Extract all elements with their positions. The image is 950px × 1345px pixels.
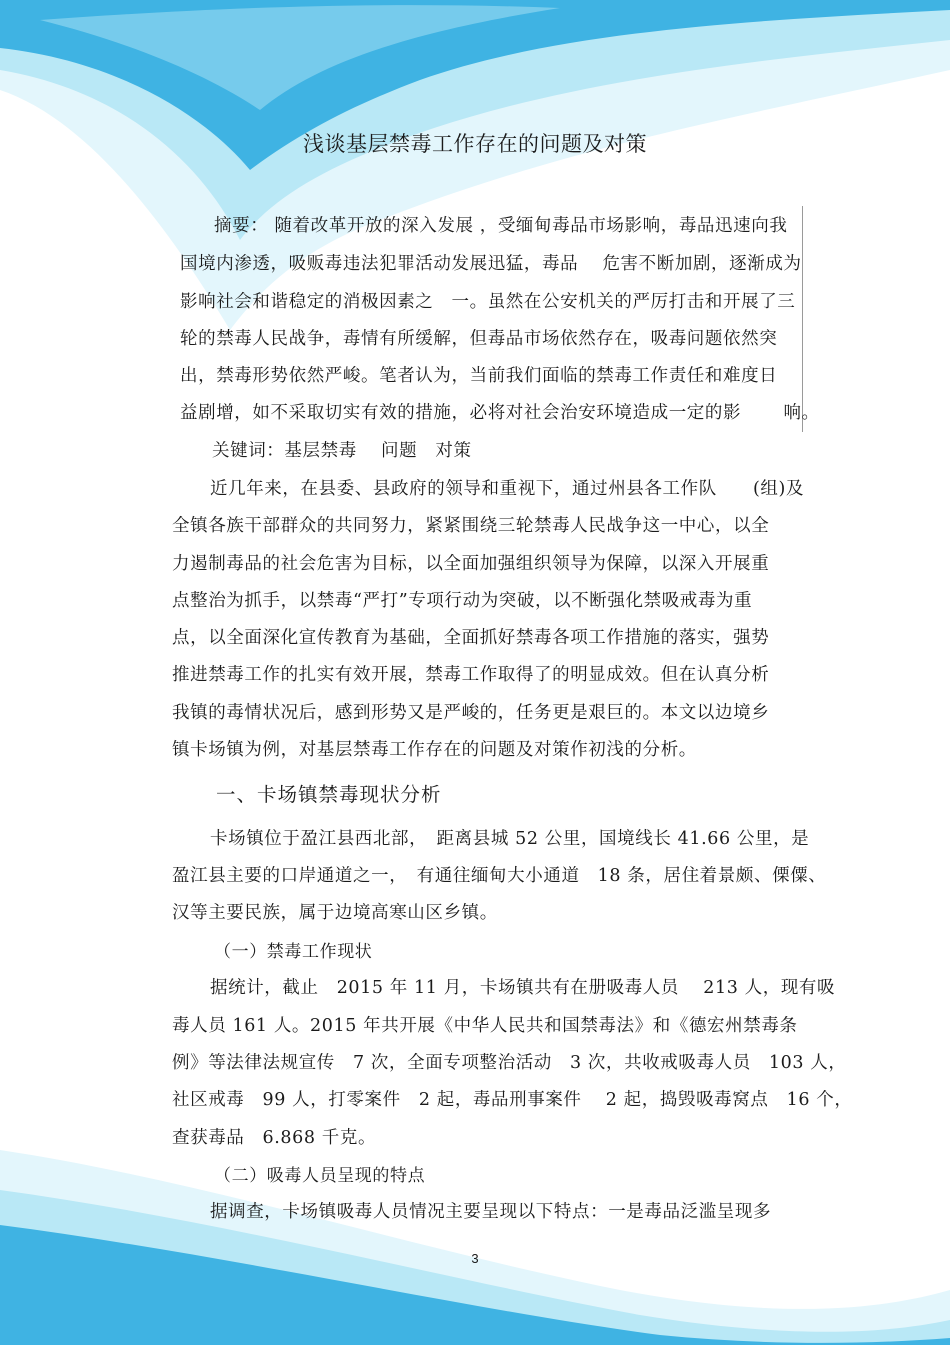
section-line: 卡场镇位于盈江县西北部， 距离县城 52 公里，国境线长 41.66 公里，是: [210, 829, 810, 849]
subsection-line: 毒人员 161 人。2015 年共开展《中华人民共和国禁毒法》和《德宏州禁毒条: [172, 1016, 798, 1036]
page-number: 3: [471, 1251, 479, 1266]
subsection-heading: （二）吸毒人员呈现的特点: [214, 1166, 426, 1186]
section-line: 汉等主要民族，属于边境高寒山区乡镇。: [172, 903, 498, 923]
intro-line: 我镇的毒情状况后，感到形势又是严峻的，任务更是艰巨的。本文以边境乡: [172, 703, 770, 723]
intro-line: 推进禁毒工作的扎实有效开展，禁毒工作取得了的明显成效。但在认真分析: [172, 665, 770, 685]
abstract-line: 轮的禁毒人民战争，毒情有所缓解，但毒品市场依然存在，吸毒问题依然突: [180, 329, 778, 349]
section-line: 盈江县主要的口岸通道之一， 有通往缅甸大小通道 18 条，居住着景颇、傈僳、: [172, 866, 827, 886]
keywords: 关键词：基层禁毒 问题 对策: [212, 441, 472, 461]
subsection-heading: （一）禁毒工作现状: [214, 942, 373, 962]
abstract-line: 影响社会和谐稳定的消极因素之 一。虽然在公安机关的严厉打击和开展了三: [180, 292, 796, 312]
subsection-line: 据调查，卡场镇吸毒人员情况主要呈现以下特点：一是毒品泛滥呈现多: [210, 1202, 772, 1222]
abstract-line: 国境内渗透，吸贩毒违法犯罪活动发展迅猛，毒品 危害不断加剧，逐渐成为: [180, 254, 802, 274]
intro-line: 镇卡场镇为例，对基层禁毒工作存在的问题及对策作初浅的分析。: [172, 740, 697, 760]
subsection-line: 据统计，截止 2015 年 11 月，卡场镇共有在册吸毒人员 213 人，现有吸: [210, 978, 836, 998]
abstract-line: 出，禁毒形势依然严峻。笔者认为，当前我们面临的禁毒工作责任和难度日: [180, 366, 778, 386]
document-title: 浅谈基层禁毒工作存在的问题及对策: [303, 132, 647, 156]
abstract-line: 益剧增，如不采取切实有效的措施，必将对社会治安环境造成一定的影 响。: [180, 403, 820, 423]
intro-line: 力遏制毒品的社会危害为目标，以全面加强组织领导为保障，以深入开展重: [172, 554, 770, 574]
intro-line: 近几年来，在县委、县政府的领导和重视下，通过州县各工作队 (组)及: [210, 479, 805, 499]
subsection-line: 社区戒毒 99 人，打零案件 2 起，毒品刑事案件 2 起，捣毁吸毒窝点 16 个，: [172, 1090, 853, 1110]
intro-line: 点，以全面深化宣传教育为基础，全面抓好禁毒各项工作措施的落实，强势: [172, 628, 770, 648]
section-heading: 一、卡场镇禁毒现状分析: [216, 783, 442, 806]
abstract-line: 摘要： 随着改革开放的深入发展 ，受缅甸毒品市场影响，毒品迅速向我: [214, 216, 788, 236]
intro-line: 全镇各族干部群众的共同努力，紧紧围绕三轮禁毒人民战争这一中心，以全: [172, 516, 770, 536]
subsection-line: 查获毒品 6.868 千克。: [172, 1128, 377, 1148]
intro-line: 点整治为抓手，以禁毒“严打”专项行动为突破，以不断强化禁吸戒毒为重: [172, 591, 753, 611]
subsection-line: 例》等法律法规宣传 7 次，全面专项整治活动 3 次，共收戒吸毒人员 103 人，: [172, 1053, 847, 1073]
